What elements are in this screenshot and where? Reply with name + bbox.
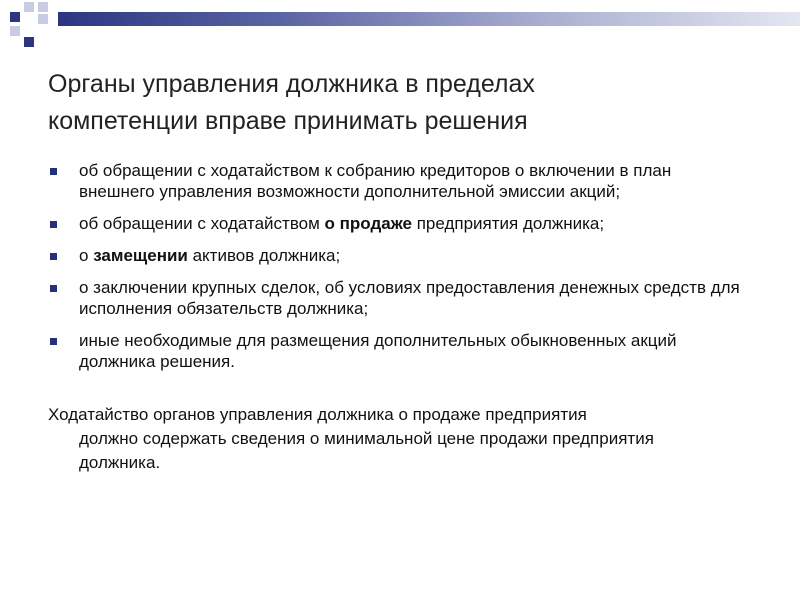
- bullet-square-icon: [50, 221, 57, 228]
- bullet-text: иные необходимые для размещения дополнительных обыкновенных акций должника решения.: [79, 331, 677, 371]
- bullet-square-icon: [50, 338, 57, 345]
- decor-square-6: [24, 37, 34, 47]
- bullet-item: [48, 277, 748, 319]
- decor-square-4: [38, 14, 48, 24]
- bullet-text: активов должника;: [187, 246, 341, 265]
- bullet-item: [48, 245, 748, 266]
- decor-square-5: [10, 26, 20, 36]
- closing-note-continuation: должно содержать сведения о минимальной цене продажи предприятия должника.: [79, 429, 654, 472]
- bullet-square-icon: [50, 253, 57, 260]
- closing-note: [48, 403, 738, 475]
- bullet-square-icon: [50, 285, 57, 292]
- decor-square-3: [38, 2, 48, 12]
- bullet-text: предприятия должника;: [411, 214, 605, 233]
- slide-title-line-2: компетенции вправе принимать решения: [48, 107, 528, 135]
- slide-title-line-1: Органы управления должника в пределах: [48, 70, 535, 98]
- decor-square-2: [24, 2, 34, 12]
- bullet-text-emphasis: замещении: [93, 246, 188, 265]
- bullet-text: о: [79, 246, 94, 265]
- header-gradient-bar: [58, 12, 800, 26]
- bullet-text: о заключении крупных сделок, об условиях предоставления денежных средств для исполнения обязательств должника;: [79, 278, 740, 318]
- bullet-square-icon: [50, 168, 57, 175]
- slide-title: [48, 66, 748, 140]
- bullet-item: [48, 330, 748, 372]
- decor-square-1: [10, 12, 20, 22]
- bullet-list: [48, 160, 748, 383]
- bullet-text: об обращении с ходатайством: [79, 214, 325, 233]
- bullet-text: об обращении с ходатайством к собранию кредиторов о включении в план внешнего управления возможности дополнительной эмиссии акций;: [79, 161, 672, 201]
- bullet-item: [48, 213, 748, 234]
- bullet-text-emphasis: о продаже: [324, 214, 412, 233]
- bullet-item: [48, 160, 748, 202]
- closing-note-line-1: Ходатайство органов управления должника о продаже предприятия: [48, 405, 587, 424]
